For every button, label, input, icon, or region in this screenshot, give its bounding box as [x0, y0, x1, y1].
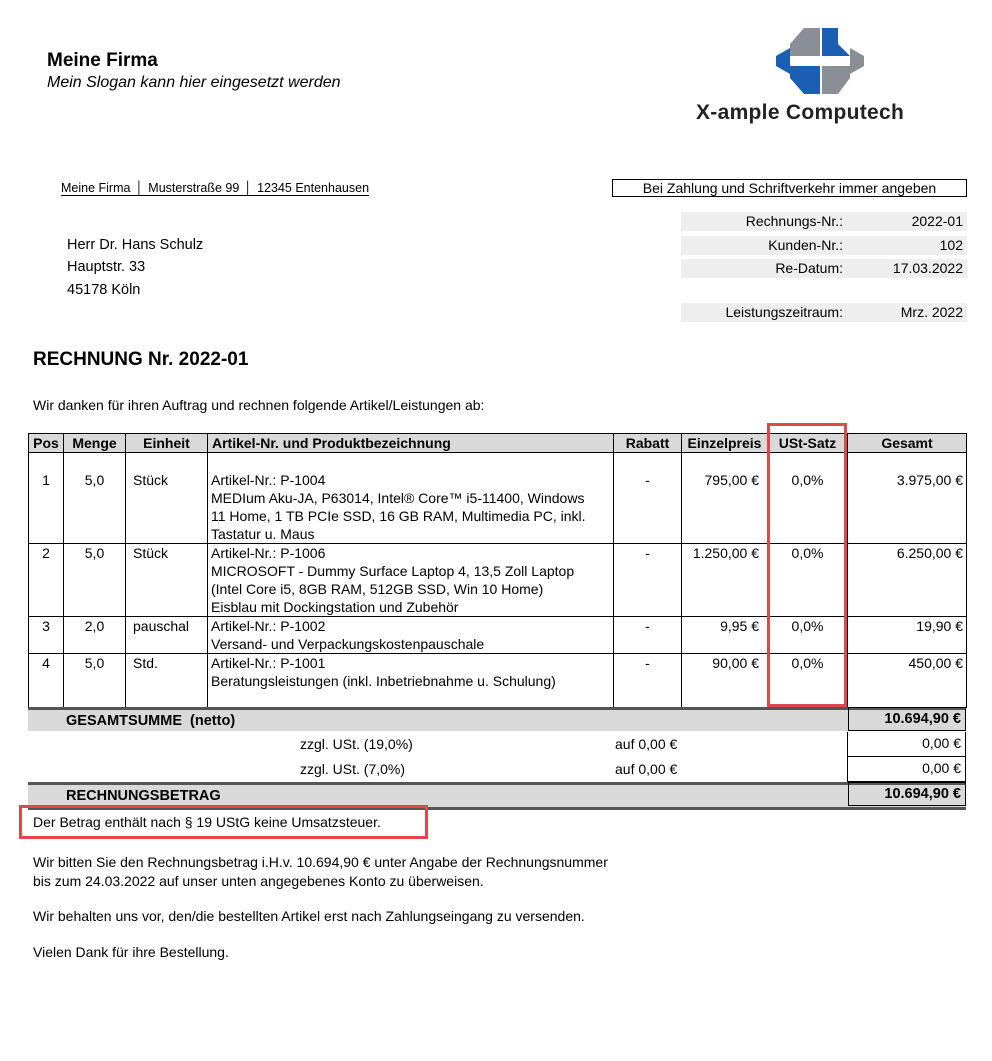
row-vat-rate: 0,0%	[768, 617, 848, 654]
row-description-line: Beratungsleistungen (inkl. Inbetriebnahme u. Schulung)	[211, 673, 556, 689]
reservation-note: Wir behalten uns vor, den/die bestellten Artikel erst nach Zahlungseingang zu versenden.	[33, 908, 585, 924]
net-total-label: GESAMTSUMME (netto)	[66, 713, 236, 729]
recipient-city: 45178 Köln	[67, 282, 141, 298]
meta-label: Kunden-Nr.:	[768, 237, 843, 253]
row-unit: pauschal	[126, 617, 208, 654]
row-discount: -	[614, 544, 682, 617]
row-quantity: 5,0	[64, 654, 126, 708]
col-header: Menge	[64, 434, 126, 453]
payment-instruction-line: bis zum 24.03.2022 auf unser unten angegebenes Konto zu überweisen.	[33, 873, 484, 889]
row-description-line: (Intel Core i5, 8GB RAM, 512GB SSD, Win 10 Home)	[211, 581, 544, 597]
row-pos: 1	[29, 453, 64, 544]
row-quantity: 2,0	[64, 617, 126, 654]
row-unit: Stück	[126, 453, 208, 544]
invoice-title: RECHNUNG Nr. 2022-01	[33, 349, 249, 370]
row-description-line: 11 Home, 1 TB PCIe SSD, 16 GB RAM, Multimedia PC, inkl.	[211, 508, 586, 524]
row-unit-price: 795,00 €	[682, 453, 768, 544]
row-total: 3.975,00 €	[848, 453, 967, 544]
sender-company: Meine Firma	[61, 181, 131, 195]
net-total-value: 10.694,90 €	[848, 707, 966, 731]
sender-address-line: Meine Firma │ Musterstraße 99 │ 12345 Entenhausen	[61, 181, 370, 195]
meta-label: Re-Datum:	[775, 260, 843, 276]
company-name: Meine Firma	[47, 50, 158, 71]
row-vat-rate: 0,0%	[768, 544, 848, 617]
row-description	[208, 544, 614, 617]
row-description-line: Versand- und Verpackungskostenpauschale	[211, 636, 485, 652]
vat-column-highlight	[767, 423, 847, 707]
tax-note: Der Betrag enthält nach § 19 UStG keine Umsatzsteuer.	[33, 814, 381, 830]
row-article-number: Artikel-Nr.: P-1004	[211, 472, 326, 488]
tax-label: zzgl. USt. (19,0%)	[300, 736, 413, 752]
thanks-note: Vielen Dank für ihre Bestellung.	[33, 944, 229, 960]
tax-value: 0,00 €	[847, 732, 966, 757]
gross-total-value: 10.694,90 €	[848, 782, 966, 806]
row-quantity: 5,0	[64, 544, 126, 617]
row-total: 450,00 €	[848, 654, 967, 708]
company-logo-icon	[776, 26, 864, 96]
recipient-name: Herr Dr. Hans Schulz	[67, 237, 204, 253]
row-article-number: Artikel-Nr.: P-1002	[211, 618, 326, 634]
meta-label: Leistungszeitraum:	[725, 304, 843, 320]
recipient-street: Hauptstr. 33	[67, 259, 146, 275]
row-description-line: Tastatur u. Maus	[211, 526, 315, 542]
meta-invoice-number	[681, 212, 967, 231]
col-header: Einzelpreis	[682, 434, 768, 453]
company-slogan: Mein Slogan kann hier eingesetzt werden	[47, 74, 341, 91]
tax-value: 0,00 €	[847, 757, 966, 782]
gross-total-label: RECHNUNGSBETRAG	[66, 788, 221, 804]
meta-label: Rechnungs-Nr.:	[745, 213, 843, 229]
row-unit-price: 9,95 €	[682, 617, 768, 654]
meta-value: 17.03.2022	[892, 260, 963, 276]
row-total: 6.250,00 €	[848, 544, 967, 617]
row-article-number: Artikel-Nr.: P-1006	[211, 545, 326, 561]
sender-city: 12345 Entenhausen	[257, 181, 370, 195]
row-description-line: Eisblau mit Dockingstation und Zubehör	[211, 599, 459, 615]
row-vat-rate: 0,0%	[768, 453, 848, 544]
net-total-row	[28, 707, 966, 731]
row-article-number: Artikel-Nr.: P-1001	[211, 655, 326, 671]
meta-value: Mrz. 2022	[900, 304, 963, 320]
col-header: Einheit	[126, 434, 208, 453]
payment-instruction-line: Wir bitten Sie den Rechnungsbetrag i.H.v. 10.694,90 € unter Angabe der Rechnungsnummer	[33, 854, 608, 870]
meta-value: 2022-01	[911, 213, 963, 229]
logo-text: X-ample Computech	[696, 101, 905, 124]
row-unit-price: 1.250,00 €	[682, 544, 768, 617]
row-discount: -	[614, 654, 682, 708]
sender-street: Musterstraße 99	[148, 181, 240, 195]
row-vat-rate: 0,0%	[768, 654, 848, 708]
col-header: Gesamt	[848, 434, 967, 453]
row-description	[208, 654, 614, 708]
col-header: USt-Satz	[768, 434, 848, 453]
row-unit-price: 90,00 €	[682, 654, 768, 708]
row-pos: 4	[29, 654, 64, 708]
row-description-line: MICROSOFT - Dummy Surface Laptop 4, 13,5 Zoll Laptop	[211, 563, 575, 579]
reference-notice: Bei Zahlung und Schriftverkehr immer angeben	[612, 179, 967, 197]
meta-service-period	[681, 303, 967, 322]
tax-label: zzgl. USt. (7,0%)	[300, 761, 406, 777]
row-description	[208, 617, 614, 654]
meta-value: 102	[939, 237, 963, 253]
tax-row	[28, 732, 966, 757]
col-header: Artikel-Nr. und Produktbezeichnung	[208, 434, 614, 453]
col-header: Pos	[29, 434, 64, 453]
tax-base: auf 0,00 €	[615, 736, 678, 752]
row-pos: 3	[29, 617, 64, 654]
col-header: Rabatt	[614, 434, 682, 453]
row-description	[208, 453, 614, 544]
row-description-line: MEDIum Aku-JA, P63014, Intel® Core™ i5-11400, Windows	[211, 490, 585, 506]
row-quantity: 5,0	[64, 453, 126, 544]
row-unit: Stück	[126, 544, 208, 617]
intro-text: Wir danken für ihren Auftrag und rechnen folgende Artikel/Leistungen ab:	[33, 397, 485, 413]
row-discount: -	[614, 617, 682, 654]
row-total: 19,90 €	[848, 617, 967, 654]
row-pos: 2	[29, 544, 64, 617]
meta-invoice-date	[681, 259, 967, 278]
row-unit: Std.	[126, 654, 208, 708]
tax-row	[28, 757, 966, 782]
meta-customer-number	[681, 236, 967, 255]
tax-base: auf 0,00 €	[615, 761, 678, 777]
row-discount: -	[614, 453, 682, 544]
